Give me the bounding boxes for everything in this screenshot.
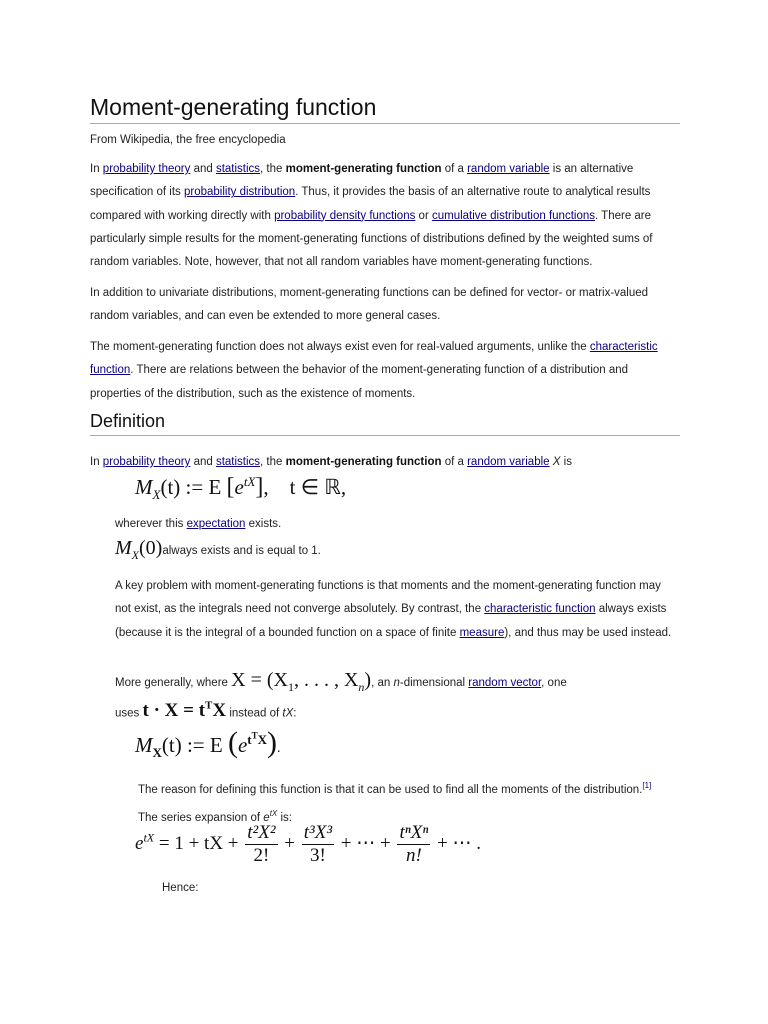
text: , the [260,456,286,468]
equation-series-expansion: $e^{tX} = 1$ + tX + $\frac{\text{t²X²}}{2!}$ + $\frac{\text{t³X³}}{3!}$ + ⋯ + $\frac{\text{tⁿXⁿ}}{n!}$ + ⋯ . [135,822,482,866]
text: The reason for defining this function is that it can be used to find all the moments of the distribution. [138,783,643,796]
link-statistics[interactable]: statistics [215,456,261,468]
text: , one [541,677,567,689]
text: is [560,456,572,468]
text: of a [441,456,468,468]
math: tX [243,474,256,489]
math: e [234,475,244,499]
math: , . . . , X [293,669,359,691]
text: ), and thus may be used instead. [504,626,672,639]
math: t [247,732,252,747]
link-statistics[interactable]: statistics [215,163,261,175]
link-characteristic-function[interactable]: characteristic function [90,341,658,377]
math: t · X = t [142,700,206,722]
text: , an [371,677,394,689]
page-title: Moment-generating function [90,92,680,124]
text: wherever this [115,518,187,530]
math: , t ∈ ℝ, [263,475,347,499]
math-var: tX [269,809,278,819]
text: In [90,163,103,175]
link-random-vector[interactable]: random vector [468,677,542,689]
text: The series expansion of [138,811,264,824]
equation-mgf-vector: $M_X(t)$ := E $(e^{t^TX})$. [135,726,281,761]
section-heading-definition: Definition [90,408,680,436]
intro-paragraph-3 [90,336,680,406]
math: 1 [287,680,294,694]
math: (t) := E [160,475,222,499]
math: M [135,733,153,757]
vector-generalization-line-2 [115,698,296,721]
math-var: tX [282,707,294,720]
math: M [135,475,153,499]
expectation-note [115,516,281,532]
vector-generalization-line-1 [115,669,567,695]
math: 2! [253,845,270,866]
mx0-note [115,537,321,563]
text: . There are relations between the behavior of the moment-generating function of a distribution and properties of the distribution, such as the existence of moments. [90,364,629,400]
math: + ⋯ + [336,832,396,854]
math-var: X [552,456,561,468]
text: , the [260,163,286,175]
math: X [257,732,268,747]
text: . There are particularly simple results for the moment-generating functions of distributions defined by the weighted sums of random variables. Note, however, that not all random variables have moment-generating functions. [90,209,653,269]
text: and [190,456,216,468]
math: T [205,700,213,712]
text: always exists (because it is the integral of a bounded function on a space of finite [115,603,667,639]
link-probability-theory[interactable]: probability theory [102,456,191,468]
link-probability-theory[interactable]: probability theory [102,163,191,175]
link-random-variable[interactable]: random variable [467,163,550,175]
text: exists. [245,518,282,530]
text: is an alternative specification of its [90,163,634,199]
math: = 1 + tX + [154,832,244,854]
reference-1[interactable]: [1] [642,781,652,790]
link-probability-distribution[interactable]: probability distribution [183,186,296,199]
text: and [190,163,216,175]
math: T [251,730,258,741]
math: M [115,537,132,559]
text: -dimensional [399,677,469,689]
math: e [237,733,248,757]
text: More generally, where [115,677,232,689]
math: tX [143,830,155,845]
link-random-variable[interactable]: random variable [467,456,550,468]
link-measure[interactable]: measure [459,626,505,639]
math: (0) [139,537,163,559]
math: tⁿXⁿ [399,822,429,843]
bold-term: moment-generating function [285,163,442,175]
math: X [152,745,162,761]
math: X = (X [231,669,288,691]
link-probability-density-functions[interactable]: probability density functions [274,209,416,222]
math: e [135,832,144,854]
tagline: From Wikipedia, the free encyclopedia [90,134,286,146]
text: instead of [229,707,283,720]
math-var: e [263,811,270,824]
equation-mgf-definition: $M_X(t)$ := E $[e^{tX}]$, t ∈ ℝ, [135,474,347,503]
text: uses [115,707,143,720]
math: t²X² [247,822,276,843]
text: or [415,209,432,222]
link-characteristic-function[interactable]: characteristic function [484,603,596,616]
intro-paragraph-2: In addition to univariate distributions, moment-generating functions can be defined for vector- or matrix-valued random variables, and can even be extended to more general cases. [90,287,649,323]
math: X [152,487,161,503]
text: always exists and is equal to 1. [162,545,321,557]
text: . Thus, it provides the basis of an alternative route to analytical results compared with working directly with [90,186,651,222]
math: X [131,548,140,562]
hence-text: Hence: [162,882,199,894]
link-expectation[interactable]: expectation [186,518,246,530]
math: . [277,741,281,756]
math: 3! [309,845,326,866]
math: t³X³ [303,822,333,843]
link-cumulative-distribution-functions[interactable]: cumulative distribution functions [431,209,595,222]
bold-term: moment-generating function [285,456,442,468]
existence-paragraph [115,575,680,645]
text: is: [277,811,292,824]
math-var: n [393,677,400,689]
math: n [358,680,365,694]
text: A key problem with moment-generating functions is that moments and the moment-generating function may not exist, as the integrals need not converge absolutely. By contrast, the [115,580,661,616]
text: of a [441,163,468,175]
math: X [212,700,227,722]
intro-paragraph-1 [90,158,680,274]
math: n! [406,845,422,866]
math: + ⋯ . [432,832,482,854]
math: (t) := E [161,733,223,757]
text: In [90,456,103,468]
text: : [293,707,297,720]
text: The moment-generating function does not always exist even for real-valued arguments, unlike the [90,341,590,353]
definition-intro [90,454,572,470]
math: ) [364,669,372,691]
